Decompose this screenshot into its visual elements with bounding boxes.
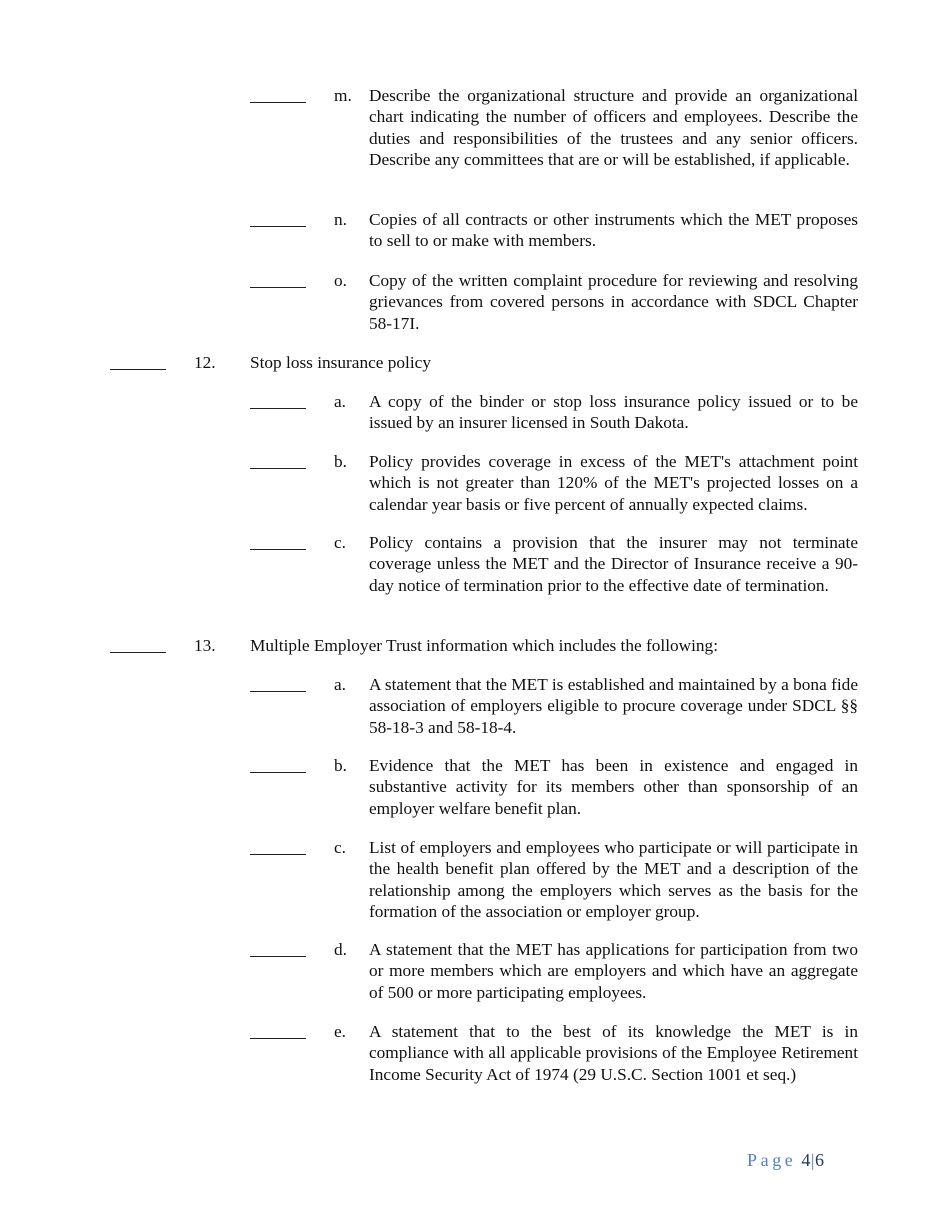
item-letter: m. [334,86,352,105]
checklist-blank [250,102,306,103]
checklist-blank [250,956,306,957]
checklist-blank [250,1038,306,1039]
item-letter: c. [334,838,346,857]
item-letter: a. [334,675,346,694]
checklist-blank [250,408,306,409]
item-letter: d. [334,940,347,959]
checklist-blank [250,468,306,469]
section-number: 13. [194,636,216,655]
item-text: List of employers and employees who participate or will participate in the health benefit plan offered by the MET and a description of the relationship among the employers which serves as the basis for the formation of the association or employer group. [369,838,858,922]
item-text: A statement that the MET has applications for participation from two or more members which are employers and which have an aggregate of 500 or more participating employees. [369,940,858,1002]
item-text: Policy provides coverage in excess of the MET's attachment point which is not greater than 120% of the MET's projected losses on a calendar year basis or five percent of annually expected claims. [369,452,858,514]
section-title: Stop loss insurance policy [250,353,431,372]
checklist-blank [250,549,306,550]
page-total: 6 [815,1150,825,1170]
item-letter: n. [334,210,347,229]
section-title: Multiple Employer Trust information which includes the following: [250,636,718,655]
item-letter: a. [334,392,346,411]
item-letter: b. [334,756,347,775]
item-letter: b. [334,452,347,471]
checklist-blank [110,369,166,370]
item-text: A statement that the MET is established and maintained by a bona fide association of employers eligible to procure coverage under SDCL §§ 58-18-3 and 58-18-4. [369,675,858,737]
page-separator: | [810,1150,815,1170]
section-number: 12. [194,353,216,372]
page-current: 4 [801,1150,811,1170]
item-text: A statement that to the best of its knowledge the MET is in compliance with all applicable provisions of the Employee Retirement Income Security Act of 1974 (29 U.S.C. Section 1001 et seq.) [369,1022,858,1084]
item-text: Copy of the written complaint procedure for reviewing and resolving grievances from covered persons in accordance with SDCL Chapter 58-17I. [369,271,858,333]
item-text: Copies of all contracts or other instruments which the MET proposes to sell to or make with members. [369,210,858,251]
item-text: Describe the organizational structure and provide an organizational chart indicating the number of officers and employees. Describe the duties and responsibilities of the trustees and any senior officers. Describe any committees that are or will be established, if applicable. [369,86,858,170]
item-letter: o. [334,271,347,290]
item-text: Policy contains a provision that the insurer may not terminate coverage unless the MET and the Director of Insurance receive a 90-day notice of termination prior to the effective date of termination. [369,533,858,595]
checklist-blank [250,854,306,855]
page-label: Page [747,1150,797,1170]
item-letter: c. [334,533,346,552]
item-letter: e. [334,1022,346,1041]
checklist-blank [250,772,306,773]
item-text: A copy of the binder or stop loss insurance policy issued or to be issued by an insurer licensed in South Dakota. [369,392,858,433]
page-footer [747,1150,825,1171]
checklist-blank [250,691,306,692]
checklist-blank [110,652,166,653]
checklist-blank [250,226,306,227]
checklist-blank [250,287,306,288]
item-text: Evidence that the MET has been in existence and engaged in substantive activity for its members other than sponsorship of an employer welfare benefit plan. [369,756,858,818]
